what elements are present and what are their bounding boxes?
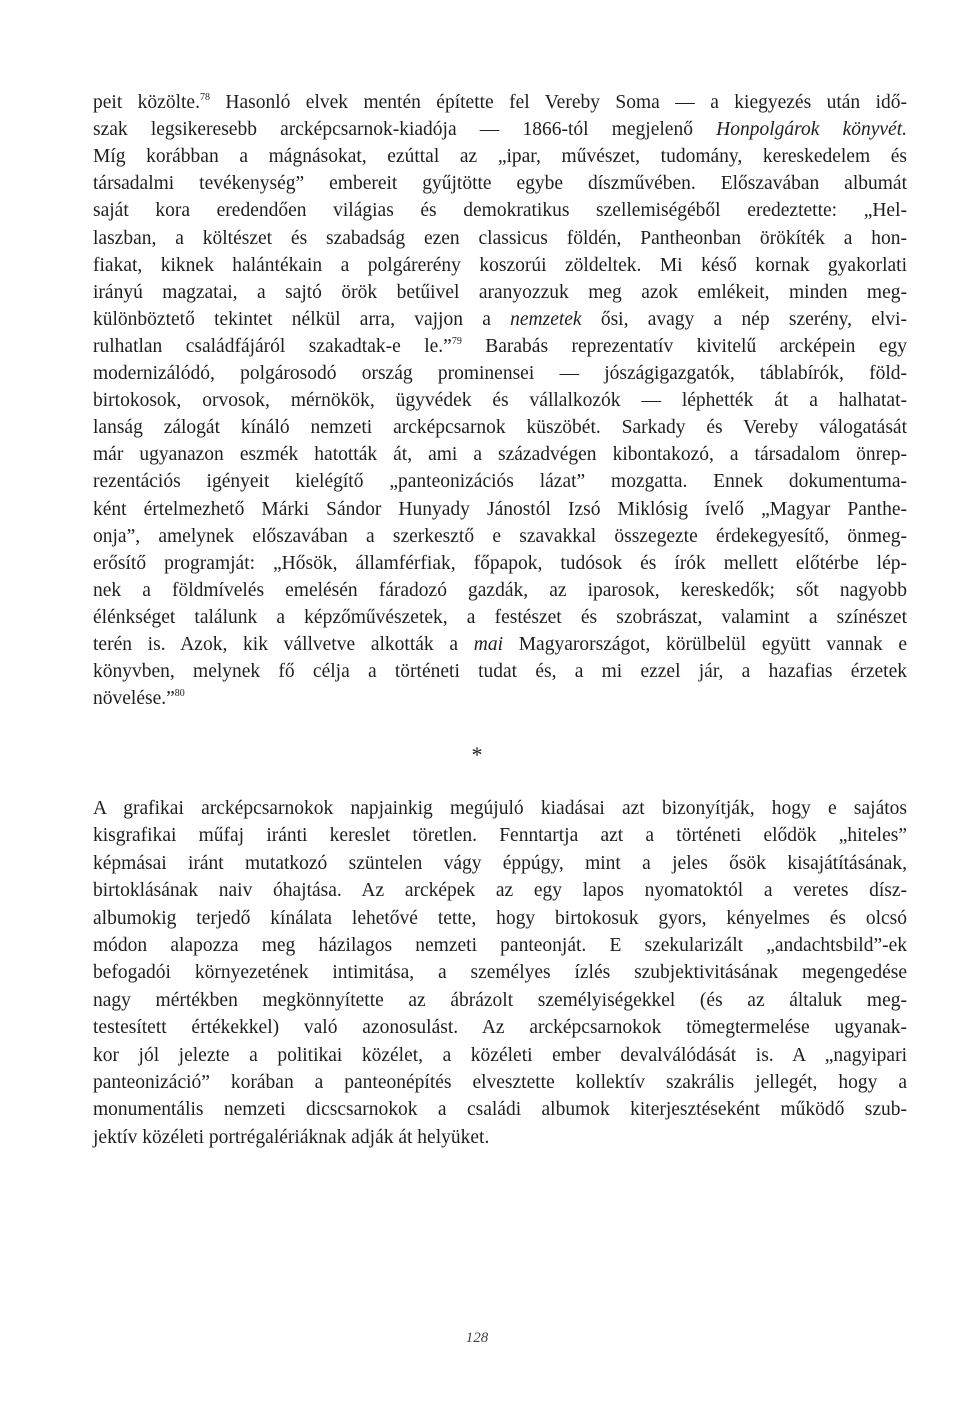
italic-text: nemzetek [510, 308, 582, 330]
text-segment: már ugyanazon eszmék hatották át, ami a századvégen kibontakozó, a társadalom önrep- [93, 444, 907, 466]
text-line [93, 226, 907, 252]
text-line [93, 796, 907, 822]
text-segment: erősítő programját: „Hősök, államférfiak, főpapok, tudósok és írók mellett előtérbe lép- [93, 552, 907, 574]
text-segment: könyvben, melynek fő célja a történeti tudat és, a mi ezzel jár, a hazafias érzetek [93, 661, 907, 683]
text-segment: nek a földmívelés emelésén fáradozó gazdák, az iparosok, kereskedők; sőt nagyobb [93, 579, 907, 601]
footnote-ref: 79 [451, 335, 462, 347]
text-line [93, 988, 907, 1014]
text-line [93, 171, 907, 197]
page-number: 128 [465, 1330, 489, 1346]
text-segment: növelése.” [93, 688, 175, 710]
text-line [93, 524, 907, 550]
text-line [93, 960, 907, 986]
text-segment: módon alapozza meg házilagos nemzeti panteonját. E szekularizált „andachtsbild”-ek [93, 935, 907, 956]
text-segment: Míg korábban a mágnásokat, ezúttal az „ipar, művészet, tudomány, kereskedelem és [93, 146, 907, 168]
text-line [93, 1125, 907, 1151]
text-segment: modernizálódó, polgárosodó ország prominensei — jószágigazgatók, táblabírók, föld- [93, 363, 907, 384]
text-line [93, 361, 907, 387]
section-separator: * [471, 742, 483, 767]
text-line [93, 851, 907, 877]
text-segment: terén is. Azok, kik vállvetve alkották a [93, 634, 474, 655]
text-segment: lanság zálogát kínáló nemzeti arcképcsarnok küszöbét. Sarkady és Vereby válogatását [93, 417, 907, 439]
text-line [93, 469, 907, 495]
text-line [93, 334, 907, 360]
text-line [93, 1043, 907, 1069]
text-segment: jektív közéleti portrégalériáknak adják át helyüket. [93, 1126, 490, 1148]
text-segment: különböztető tekintet nélkül arra, vajjon a [93, 308, 511, 330]
text-segment: albumokig terjedő kínálata lehetővé tette, hogy birtokosuk gyors, kényelmes és olcsó [93, 907, 907, 929]
text-segment: Hasonló elvek mentén építette fel Vereby Soma — a kiegyezés után idő- [209, 92, 908, 113]
italic-text: mai [473, 634, 503, 655]
text-segment: élénkséget találunk a képzőművészetek, a festészet és szobrászat, valamint a színészet [93, 606, 907, 628]
text-segment: birtoklásának naiv óhajtása. Az arcképek az egy lapos nyomatoktól a veretes dísz- [93, 880, 907, 902]
text-line [93, 497, 907, 523]
text-line [93, 280, 907, 306]
text-segment: Barabás reprezentatív kivitelű arcképein egy [461, 335, 907, 357]
text-line [93, 415, 907, 441]
text-segment: képmásai iránt mutatkozó szüntelen vágy éppúgy, mint a jeles ősök kisajátításának, [93, 852, 907, 874]
text-segment: saját kora eredendően világias és demokratikus szellemiségéből eredeztette: „Hel- [93, 200, 907, 222]
text-line [93, 90, 907, 116]
text-segment: peit közölte. [93, 92, 200, 113]
text-segment: szak legsikeresebb arcképcsarnok-kiadója — 1866-tól megjelenő [93, 119, 717, 141]
text-line [93, 632, 907, 658]
text-line [93, 144, 907, 170]
text-segment: társadalmi tevékenység” embereit gyűjtötte egybe díszművében. Előszavában albumát [93, 173, 907, 195]
text-segment: monumentális nemzeti dicscsarnokok a családi albumok kiterjesztéseként működő szub- [93, 1099, 907, 1121]
text-line [93, 906, 907, 932]
text-line [93, 1015, 907, 1041]
text-line [93, 198, 907, 224]
text-line [93, 933, 907, 959]
text-segment: testesített értékekkel) való azonosulást. Az arcképcsarnokok tömegtermelése ugyanak- [93, 1017, 907, 1039]
footnote-ref: 80 [174, 688, 185, 700]
text-segment: birtokosok, orvosok, mérnökök, ügyvédek és vállalkozók — léphették át a halhatat- [93, 390, 907, 412]
text-segment: panteonizáció” korában a panteonépítés elvesztette kollektív szakrális jellegét, hogy a [93, 1072, 907, 1093]
text-line [93, 253, 907, 279]
text-segment: fiakat, kiknek halántékain a polgárerény koszorúi zöldeltek. Mi késő kornak gyakorlati [93, 254, 907, 276]
text-segment: rezentációs igényeit kielégítő „panteonizációs lázat” mozgatta. Ennek dokumentuma- [93, 471, 907, 493]
text-segment: A grafikai arcképcsarnokok napjainkig megújuló kiadásai azt bizonyítják, hogy e sajátos [93, 798, 907, 819]
text-segment: kor jól jelezte a politikai közélet, a közéleti ember devalválódását is. A „nagyipari [93, 1044, 907, 1066]
text-segment: ősi, avagy a nép szerény, elvi- [581, 308, 907, 330]
text-line [93, 823, 907, 849]
text-segment: kisgrafikai műfaj iránti kereslet töretlen. Fenntartja azt a történeti elődök „hiteles” [93, 825, 907, 847]
text-line [93, 551, 907, 577]
text-segment: Magyarországot, körülbelül együtt vannak e [503, 634, 908, 655]
text-segment: befogadói környezetének intimitása, a személyes ízlés szubjektivitásának megengedése [93, 962, 907, 984]
text-segment: irányú magzatai, a sajtó örök betűivel aranyozzuk meg azok emlékeit, minden meg- [93, 281, 907, 303]
text-line [93, 686, 907, 712]
text-line [93, 1070, 907, 1096]
footnote-ref: 78 [199, 92, 210, 103]
text-segment: nagy mértékben megkönnyítette az ábrázolt személyiségekkel (és az általuk meg- [93, 989, 907, 1011]
text-line [93, 117, 907, 143]
text-line [93, 878, 907, 904]
text-segment: ként értelmezhető Márki Sándor Hunyady Jánostól Izsó Miklósig ívelő „Magyar Panthe- [93, 498, 907, 520]
text-line [93, 659, 907, 685]
text-line [93, 605, 907, 631]
text-line [93, 388, 907, 414]
text-line [93, 578, 907, 604]
italic-text: Honpolgárok könyvét. [716, 119, 907, 141]
text-segment: rulhatlan családfájáról szakadtak-e le.” [93, 335, 452, 357]
text-line [93, 1097, 907, 1123]
text-line [93, 442, 907, 468]
text-segment: laszban, a költészet és szabadság ezen classicus földén, Pantheonban örökíték a hon- [93, 227, 907, 249]
text-segment: onja”, amelynek előszavában a szerkesztő e szavakkal összegezte érdekegyesítő, önmeg- [93, 525, 907, 547]
text-line [93, 307, 907, 333]
